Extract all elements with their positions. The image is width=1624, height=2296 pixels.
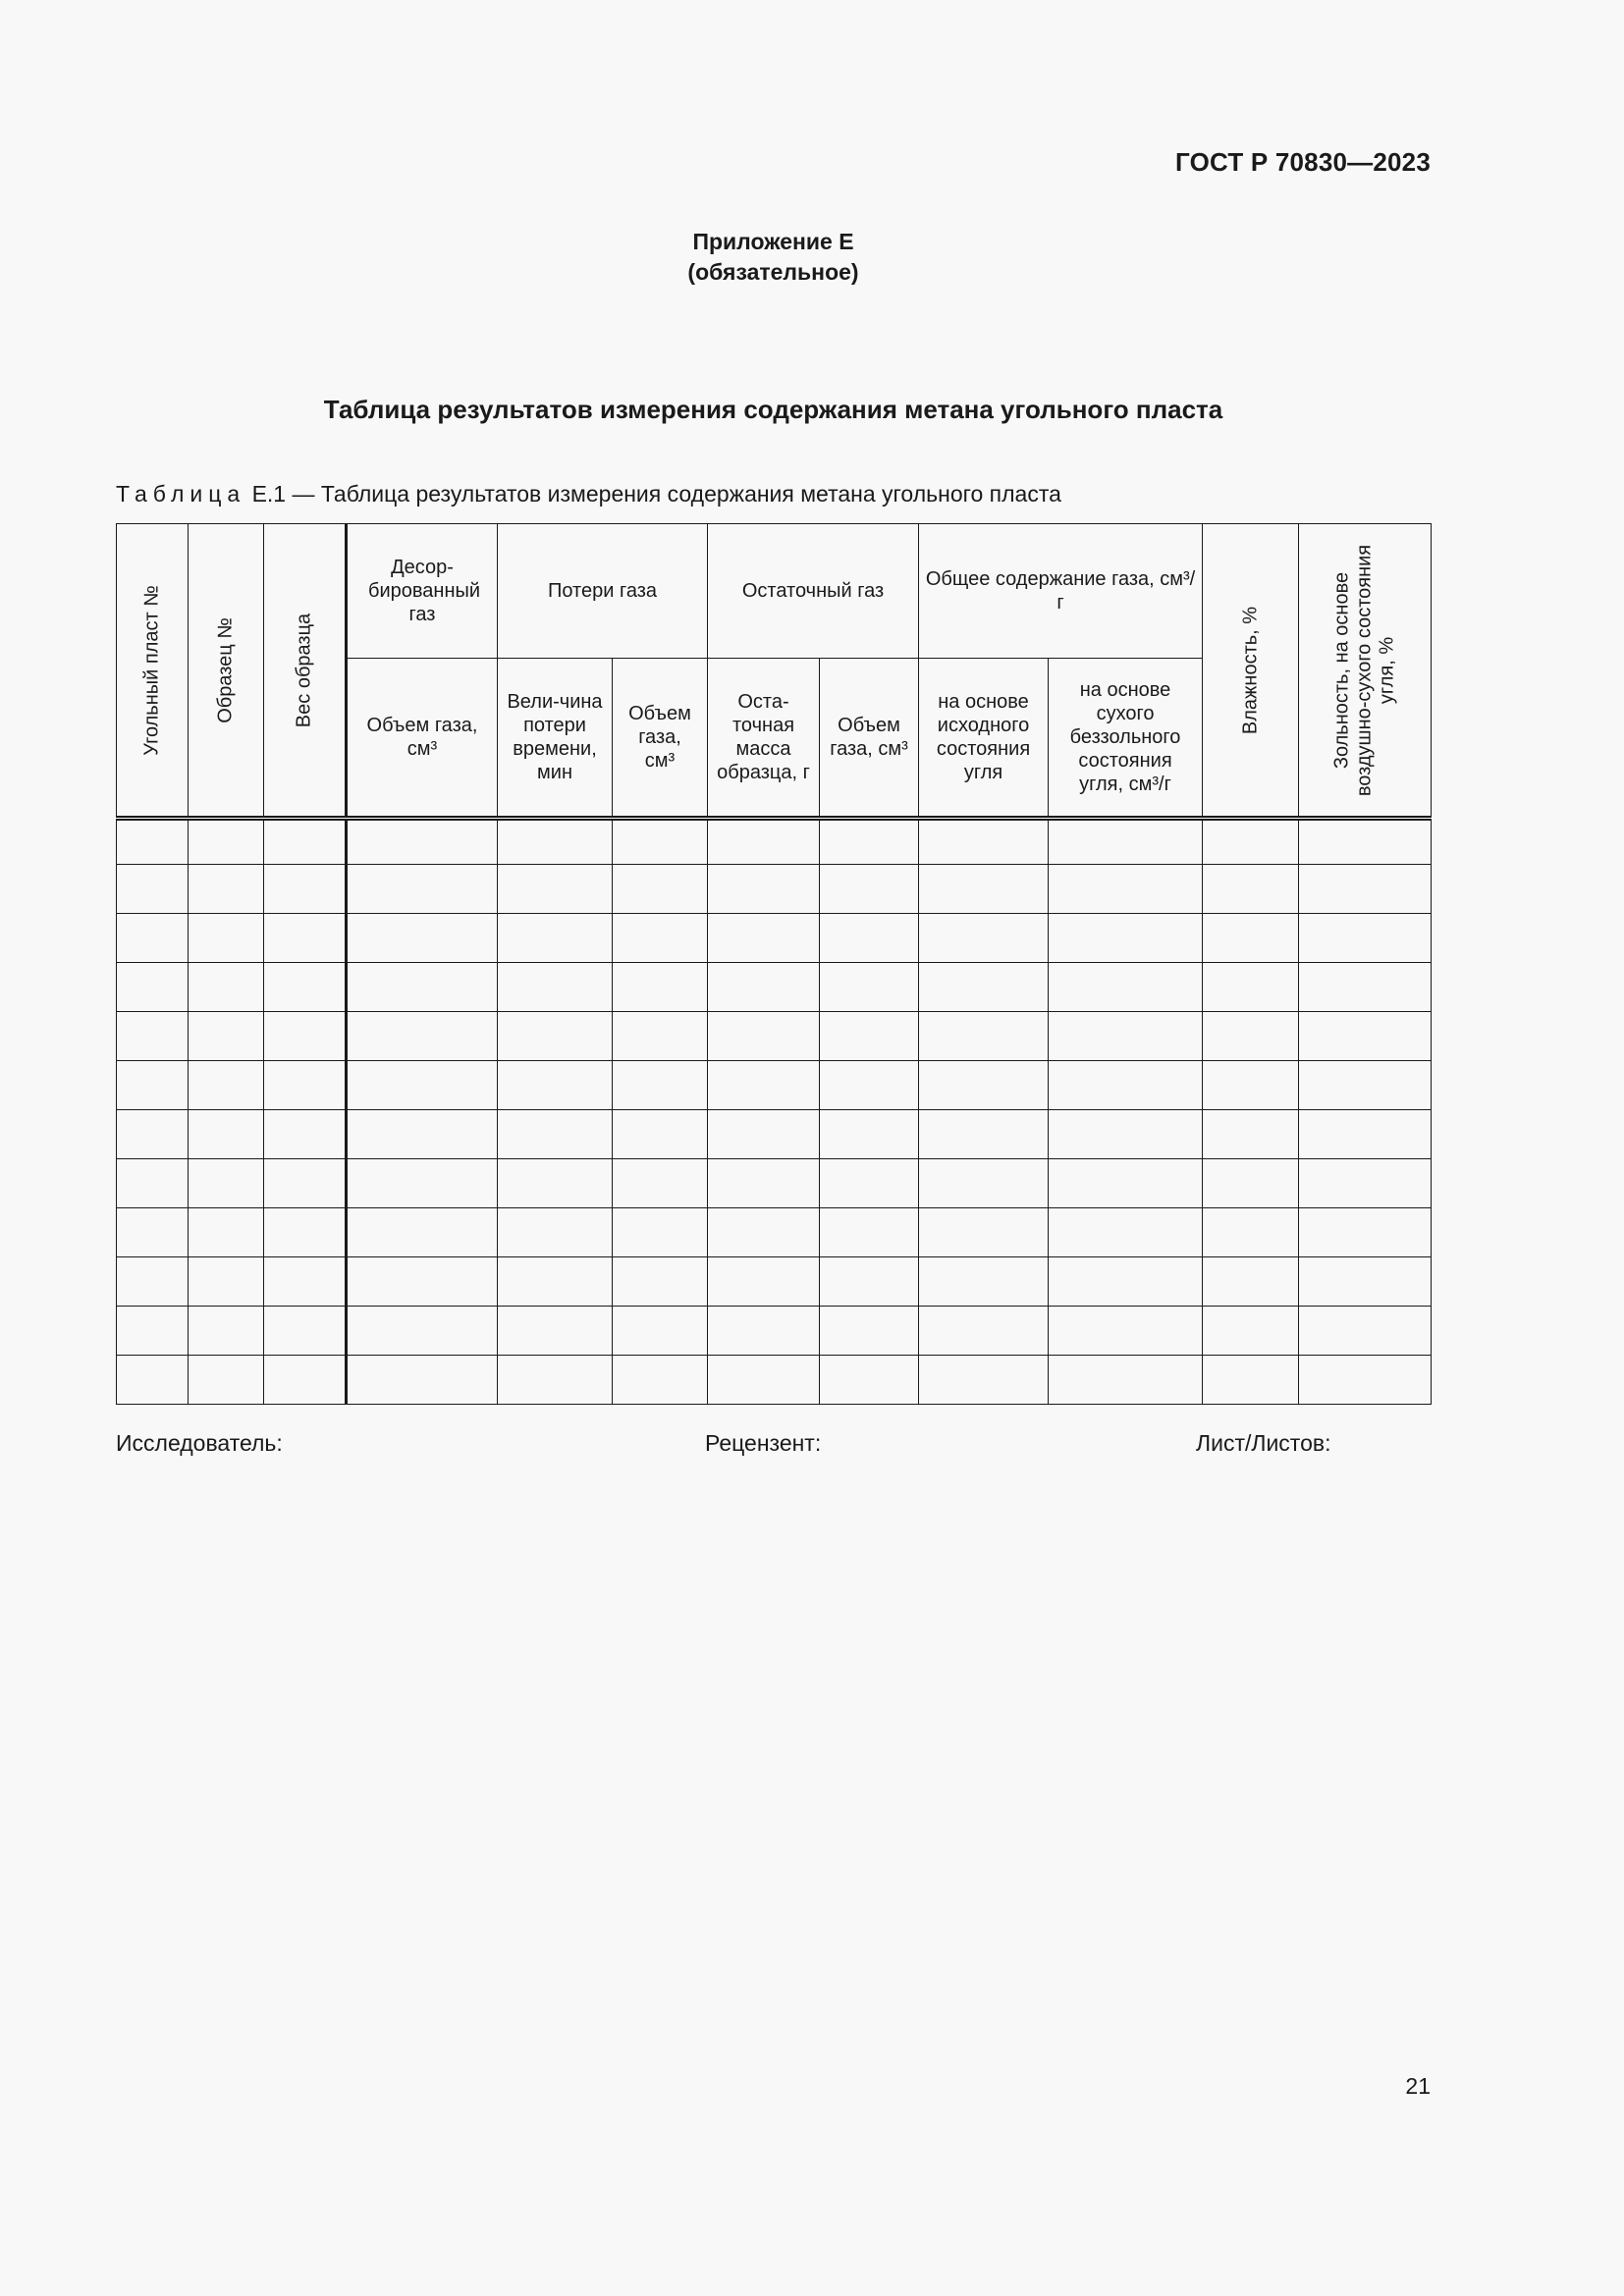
table-cell (1049, 865, 1203, 914)
table-cell (264, 1061, 347, 1110)
table-cell (498, 963, 613, 1012)
table-cell (1299, 914, 1432, 963)
table-cell (117, 1307, 189, 1356)
table-cell (1049, 1159, 1203, 1208)
table-row (117, 1012, 1432, 1061)
header-sample (189, 524, 264, 819)
table-row (117, 1356, 1432, 1405)
sub-total-dry-ashfree (1049, 659, 1203, 819)
table-cell (919, 1208, 1049, 1257)
sheet-label: Лист/Листов: (1196, 1430, 1331, 1456)
table-cell (264, 1257, 347, 1307)
table-cell (347, 1012, 498, 1061)
sub-loss-volume-label: Объем газа, см³ (628, 703, 691, 772)
table-cell (117, 914, 189, 963)
table-cell (189, 865, 264, 914)
table-cell (498, 1307, 613, 1356)
table-cell (919, 1307, 1049, 1356)
header-sample-weight-label: Вес образца (293, 613, 315, 727)
table-cell (1299, 1061, 1432, 1110)
table-cell (189, 1012, 264, 1061)
table-caption (116, 481, 1061, 507)
reviewer-label: Рецензент: (705, 1430, 822, 1456)
table-cell (708, 1356, 820, 1405)
table-cell (613, 1110, 708, 1159)
table-cell (1049, 963, 1203, 1012)
table-cell (708, 1257, 820, 1307)
sub-desorbed-volume (347, 659, 498, 819)
sub-desorbed-volume-label: Объем газа, см³ (366, 715, 478, 760)
table-cell (264, 1159, 347, 1208)
table-row (117, 1061, 1432, 1110)
table-cell (613, 1356, 708, 1405)
table-cell (1203, 963, 1299, 1012)
table-cell (820, 1159, 919, 1208)
table-cell (347, 1208, 498, 1257)
header-moisture-label: Влажность, % (1239, 606, 1262, 734)
table-cell (820, 1012, 919, 1061)
table-cell (1203, 914, 1299, 963)
table-cell (1299, 819, 1432, 865)
table-cell (820, 1110, 919, 1159)
table-cell (117, 1061, 189, 1110)
header-coal-seam (117, 524, 189, 819)
table-cell (708, 914, 820, 963)
table-cell (347, 963, 498, 1012)
table-cell (1203, 1159, 1299, 1208)
sub-residual-volume (820, 659, 919, 819)
table-cell (613, 1307, 708, 1356)
table-cell (1299, 1307, 1432, 1356)
table-cell (919, 819, 1049, 865)
sub-loss-time (498, 659, 613, 819)
header-total-gas-content (919, 524, 1203, 659)
table-cell (264, 1307, 347, 1356)
table-cell (708, 963, 820, 1012)
table-cell (189, 1159, 264, 1208)
table-cell (1203, 1356, 1299, 1405)
appendix-title: Приложение Е (692, 229, 854, 254)
table-cell (189, 1110, 264, 1159)
table-cell (820, 1061, 919, 1110)
table-cell (1049, 914, 1203, 963)
table-cell (1049, 1061, 1203, 1110)
table-cell (1203, 819, 1299, 865)
page-number: 21 (1405, 2073, 1431, 2099)
table-row (117, 1159, 1432, 1208)
table-cell (498, 1061, 613, 1110)
table-cell (189, 1356, 264, 1405)
table-cell (347, 1061, 498, 1110)
table-cell (1049, 1208, 1203, 1257)
header-desorbed-gas (347, 524, 498, 659)
table-cell (264, 819, 347, 865)
table-cell (498, 1012, 613, 1061)
table-row (117, 914, 1432, 963)
table-cell (498, 1356, 613, 1405)
table-cell (919, 1061, 1049, 1110)
table-row (117, 1208, 1432, 1257)
table-cell (189, 963, 264, 1012)
table-cell (498, 1257, 613, 1307)
table-cell (347, 1110, 498, 1159)
table-cell (919, 1110, 1049, 1159)
table-cell (820, 1307, 919, 1356)
table-cell (820, 963, 919, 1012)
table-cell (1299, 1356, 1432, 1405)
table-cell (347, 865, 498, 914)
table-cell (820, 819, 919, 865)
table-cell (498, 1110, 613, 1159)
table-cell (820, 1257, 919, 1307)
table-cell (1049, 1356, 1203, 1405)
results-table (116, 523, 1432, 1405)
table-cell (498, 865, 613, 914)
table-cell (1203, 1208, 1299, 1257)
header-ash-label: Зольность, на основе воздушно-сухого состояния угля, % (1330, 544, 1398, 796)
table-caption-label: Таблица (116, 481, 246, 507)
table-cell (189, 1208, 264, 1257)
table-cell (1299, 1110, 1432, 1159)
table-cell (820, 1208, 919, 1257)
table-cell (919, 914, 1049, 963)
table-cell (117, 1110, 189, 1159)
table-cell (117, 1208, 189, 1257)
document-code: ГОСТ Р 70830—2023 (1175, 147, 1431, 177)
table-cell (613, 1257, 708, 1307)
sub-residual-volume-label: Объем газа, см³ (830, 715, 908, 760)
table-cell (708, 819, 820, 865)
table-cell (708, 865, 820, 914)
table-cell (1049, 1257, 1203, 1307)
sub-residual-mass (708, 659, 820, 819)
table-cell (264, 865, 347, 914)
table-cell (347, 1307, 498, 1356)
header-moisture (1203, 524, 1299, 819)
table-cell (613, 1159, 708, 1208)
table-cell (117, 963, 189, 1012)
table-cell (919, 1257, 1049, 1307)
table-cell (1299, 1159, 1432, 1208)
table-cell (613, 1061, 708, 1110)
table-cell (264, 963, 347, 1012)
table-header-row-1 (117, 524, 1432, 659)
sub-residual-mass-label: Оста-точная масса образца, г (717, 691, 810, 783)
table-cell (1299, 1208, 1432, 1257)
researcher-label: Исследователь: (116, 1430, 283, 1456)
table-cell (347, 914, 498, 963)
table-cell (613, 865, 708, 914)
table-cell (189, 1257, 264, 1307)
table-cell (117, 1356, 189, 1405)
table-cell (1203, 1061, 1299, 1110)
table-cell (498, 1208, 613, 1257)
header-ash (1299, 524, 1432, 819)
table-cell (1203, 1257, 1299, 1307)
table-cell (264, 1110, 347, 1159)
table-cell (1299, 865, 1432, 914)
sub-total-dry-ashfree-label: на основе сухого беззольного состояния угля, см³/г (1069, 679, 1181, 795)
table-cell (708, 1110, 820, 1159)
header-residual-gas (708, 524, 919, 659)
header-coal-seam-label: Угольный пласт № (140, 584, 163, 756)
sub-total-initial-label: на основе исходного состояния угля (936, 691, 1031, 783)
header-gas-losses (498, 524, 708, 659)
table-cell (820, 865, 919, 914)
table-cell (117, 819, 189, 865)
table-cell (708, 1307, 820, 1356)
table-cell (498, 819, 613, 865)
table-cell (347, 1257, 498, 1307)
table-cell (1049, 1012, 1203, 1061)
table-row (117, 963, 1432, 1012)
table-row (117, 819, 1432, 865)
table-cell (613, 914, 708, 963)
table-cell (1299, 1012, 1432, 1061)
table-cell (613, 963, 708, 1012)
table-cell (347, 819, 498, 865)
table-cell (117, 1159, 189, 1208)
appendix-status: (обязательное) (687, 259, 859, 285)
table-cell (498, 914, 613, 963)
table-cell (1203, 1110, 1299, 1159)
table-cell (264, 1208, 347, 1257)
table-cell (189, 914, 264, 963)
table-cell (264, 1012, 347, 1061)
table-cell (613, 819, 708, 865)
table-cell (117, 1257, 189, 1307)
header-residual-gas-label: Остаточный газ (741, 580, 885, 602)
table-cell (708, 1012, 820, 1061)
table-cell (708, 1061, 820, 1110)
table-row (117, 1110, 1432, 1159)
table-cell (708, 1159, 820, 1208)
document-title: Таблица результатов измерения содержания метана угольного пласта (323, 395, 1223, 424)
table-cell (1203, 1307, 1299, 1356)
table-cell (1299, 963, 1432, 1012)
sub-total-initial (919, 659, 1049, 819)
table-cell (1203, 1012, 1299, 1061)
table-cell (498, 1159, 613, 1208)
table-cell (347, 1356, 498, 1405)
table-cell (919, 1356, 1049, 1405)
header-gas-losses-label: Потери газа (548, 580, 658, 602)
table-cell (919, 865, 1049, 914)
table-cell (1049, 1110, 1203, 1159)
table-row (117, 865, 1432, 914)
appendix-heading (0, 227, 1546, 288)
table-row (117, 1307, 1432, 1356)
table-cell (1299, 1257, 1432, 1307)
header-sample-label: Образец № (214, 616, 237, 723)
table-cell (189, 1061, 264, 1110)
table-cell (708, 1208, 820, 1257)
table-cell (264, 914, 347, 963)
header-sample-weight (264, 524, 347, 819)
table-cell (264, 1356, 347, 1405)
table-cell (189, 819, 264, 865)
table-caption-text: Е.1 — Таблица результатов измерения содержания метана угольного пласта (245, 481, 1061, 507)
table-cell (117, 865, 189, 914)
table-cell (820, 914, 919, 963)
table-cell (1049, 1307, 1203, 1356)
sub-loss-time-label: Вели-чина потери времени, мин (507, 691, 603, 783)
table-cell (189, 1307, 264, 1356)
table-cell (820, 1356, 919, 1405)
table-cell (919, 963, 1049, 1012)
table-body (117, 819, 1432, 1405)
table-cell (919, 1159, 1049, 1208)
table-row (117, 1257, 1432, 1307)
header-desorbed-gas-label: Десор-бированный газ (368, 557, 481, 625)
table-cell (613, 1012, 708, 1061)
table-cell (1203, 865, 1299, 914)
table-cell (347, 1159, 498, 1208)
sub-loss-volume (613, 659, 708, 819)
table-cell (1049, 819, 1203, 865)
table-cell (919, 1012, 1049, 1061)
table-cell (117, 1012, 189, 1061)
header-total-gas-content-label: Общее содержание газа, см³/г (925, 568, 1196, 614)
table-cell (613, 1208, 708, 1257)
